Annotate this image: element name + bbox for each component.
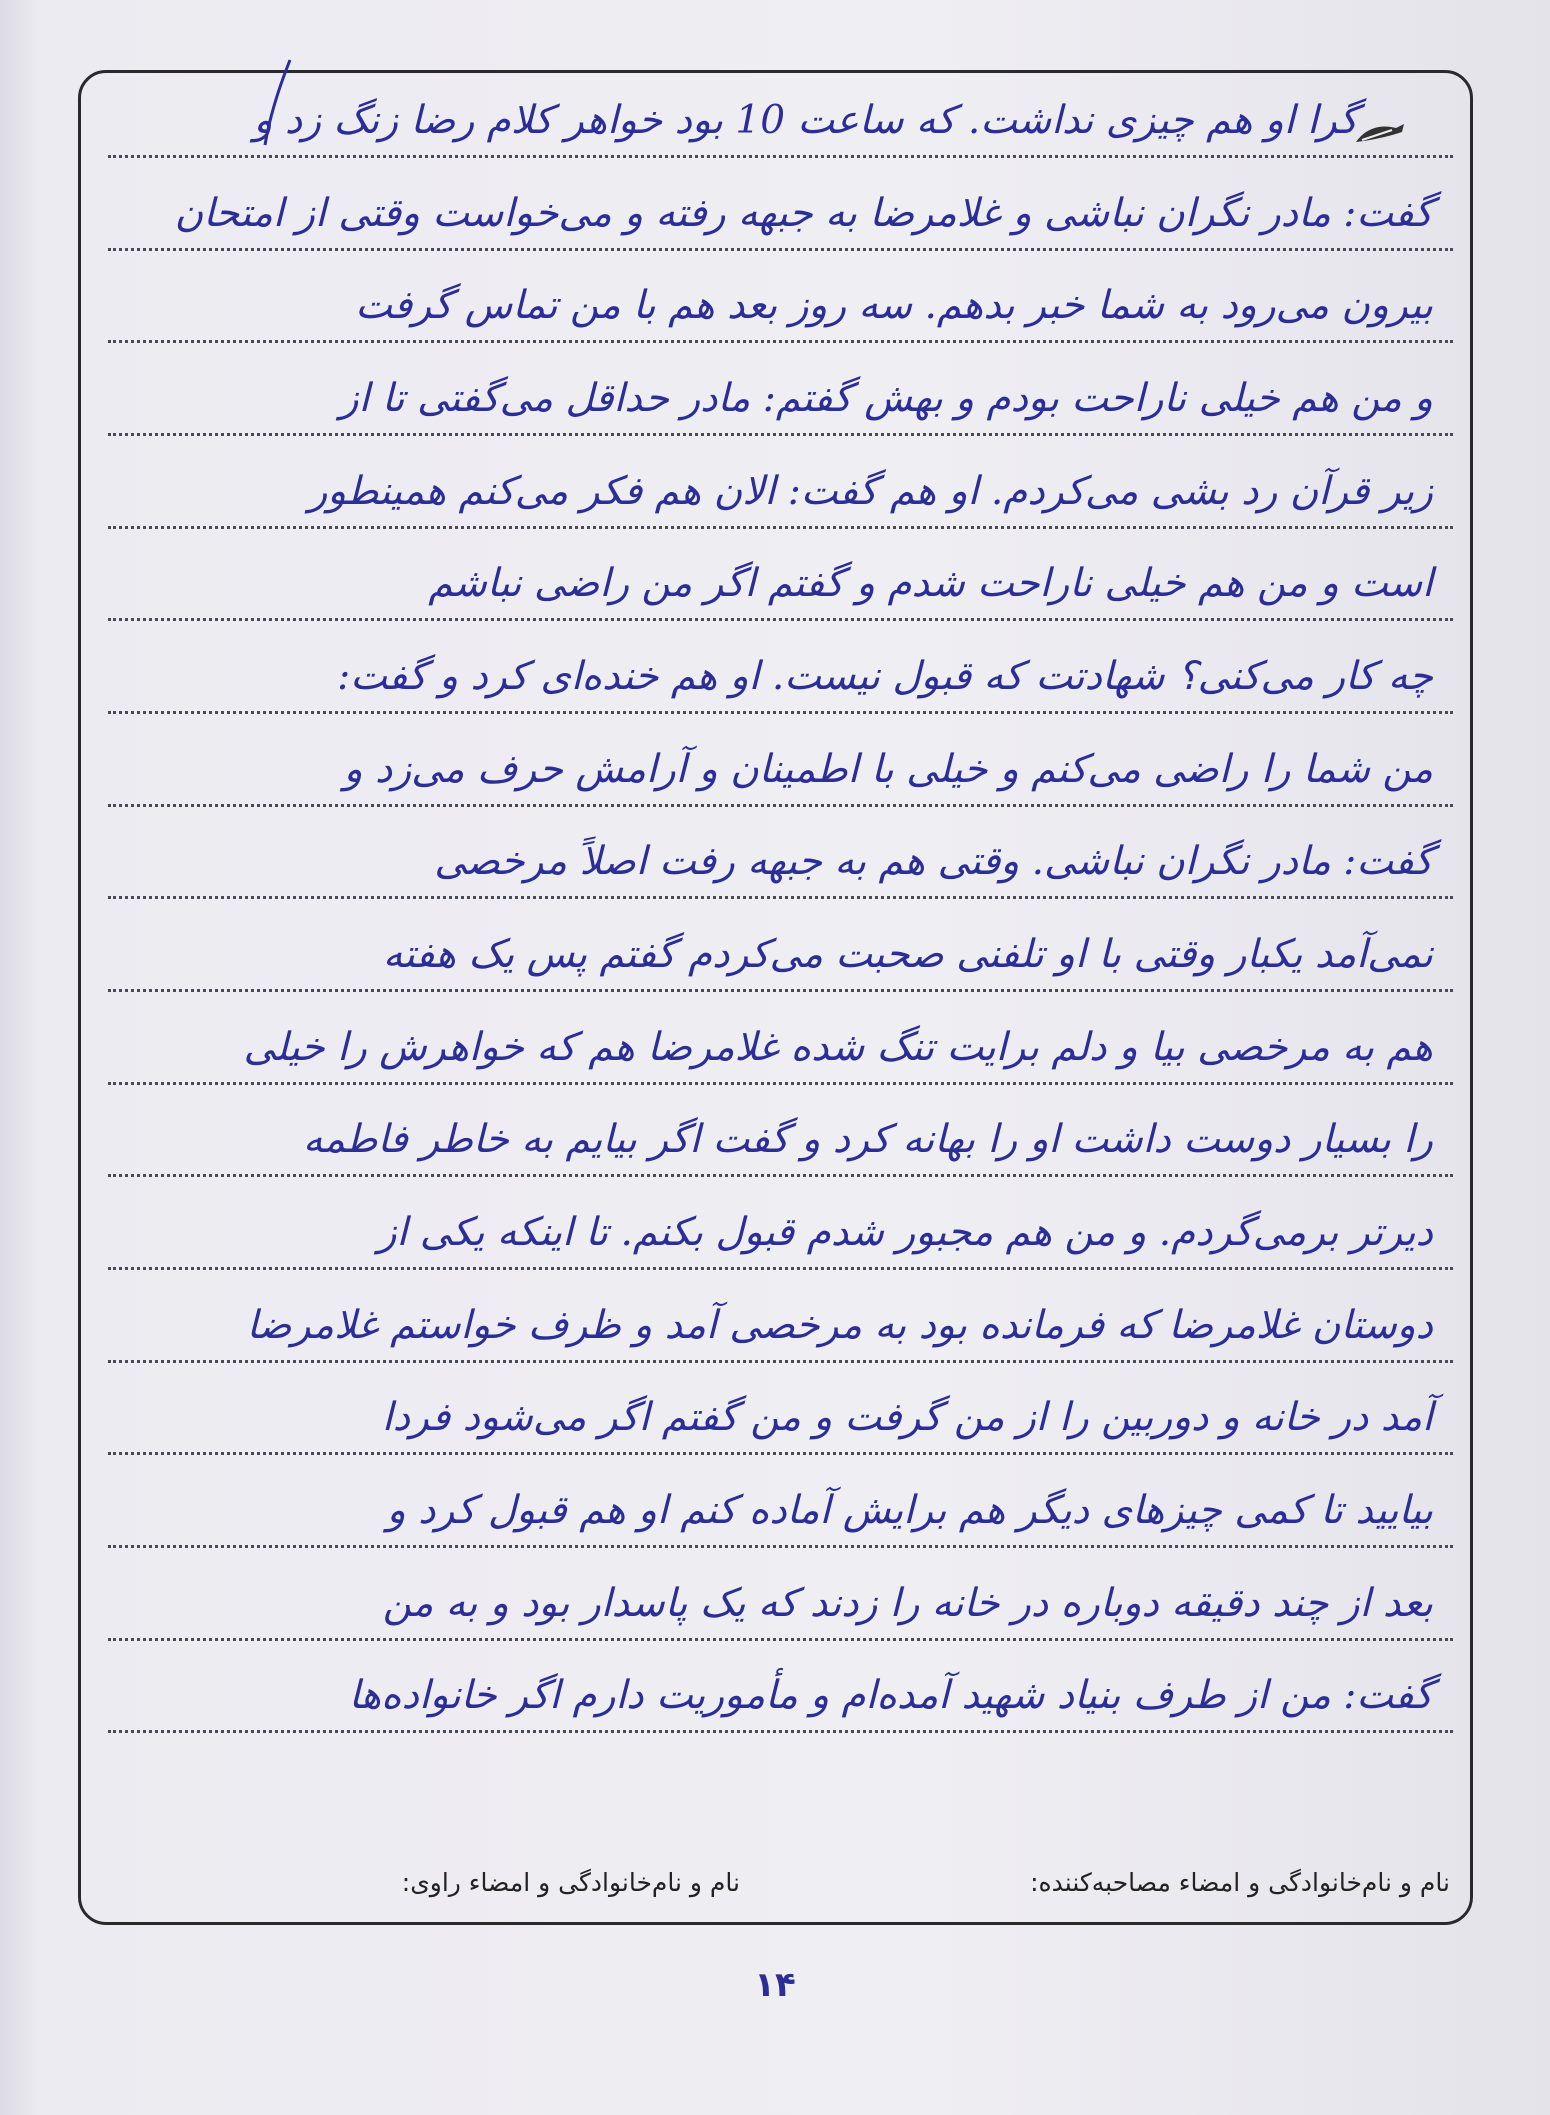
handwritten-line: بیرون می‌رود به شما خبر بدهم. سه روز بعد هم با من تماس گرفت: [108, 277, 1453, 343]
handwritten-line: زیر قرآن رد بشی می‌کردم. او هم گفت: الان هم فکر می‌کنم همینطور: [108, 463, 1453, 529]
handwritten-line: نمی‌آمد یکبار وقتی با او تلفنی صحبت می‌کردم گفتم پس یک هفته: [108, 926, 1453, 992]
handwritten-line: را بسیار دوست داشت او را بهانه کرد و گفت اگر بیایم به خاطر فاطمه: [108, 1111, 1453, 1177]
handwritten-line: دیرتر برمی‌گردم. و من هم مجبور شدم قبول بکنم. تا اینکه یکی از: [108, 1204, 1453, 1270]
handwritten-line: آمد در خانه و دوربین را از من گرفت و من گفتم اگر می‌شود فردا: [108, 1389, 1453, 1455]
handwritten-line: و من هم خیلی ناراحت بودم و بهش گفتم: مادر حداقل می‌گفتی تا از: [108, 370, 1453, 436]
handwritten-line: گرا او هم چیزی نداشت. که ساعت 10 بود خواهر کلام رضا زنگ زد و: [108, 92, 1453, 158]
page-number: ۱۴: [754, 1965, 796, 2005]
handwritten-line: دوستان غلامرضا که فرمانده بود به مرخصی آمد و ظرف خواستم غلامرضا: [108, 1297, 1453, 1363]
narrator-signature-label: نام و نام‌خانوادگی و امضاء راوی:: [401, 1868, 740, 1897]
handwritten-line: بعد از چند دقیقه دوباره در خانه را زدند که یک پاسدار بود و به من: [108, 1575, 1453, 1641]
interviewer-signature-label: نام و نام‌خانوادگی و امضاء مصاحبه‌کننده:: [1030, 1868, 1450, 1897]
handwritten-line: گفت: مادر نگران نباشی. وقتی هم به جبهه رفت اصلاً مرخصی: [108, 833, 1453, 899]
handwritten-line: است و من هم خیلی ناراحت شدم و گفتم اگر من راضی نباشم: [108, 555, 1453, 621]
handwritten-line: بیایید تا کمی چیزهای دیگر هم برایش آماده کنم او هم قبول کرد و: [108, 1482, 1453, 1548]
page-frame: [78, 70, 1473, 1925]
handwritten-line: هم به مرخصی بیا و دلم برایت تنگ شده غلامرضا هم که خواهرش را خیلی: [108, 1019, 1453, 1085]
handwritten-line: گفت: من از طرف بنیاد شهید آمده‌ام و مأموریت دارم اگر خانواده‌ها: [108, 1667, 1453, 1733]
handwritten-line: چه کار می‌کنی؟ شهادتت که قبول نیست. او هم خنده‌ای کرد و گفت:: [108, 648, 1453, 714]
handwritten-line: گفت: مادر نگران نباشی و غلامرضا به جبهه رفته و می‌خواست وقتی از امتحان: [108, 185, 1453, 251]
handwritten-line: من شما را راضی می‌کنم و خیلی با اطمینان و آرامش حرف می‌زد و: [108, 741, 1453, 807]
